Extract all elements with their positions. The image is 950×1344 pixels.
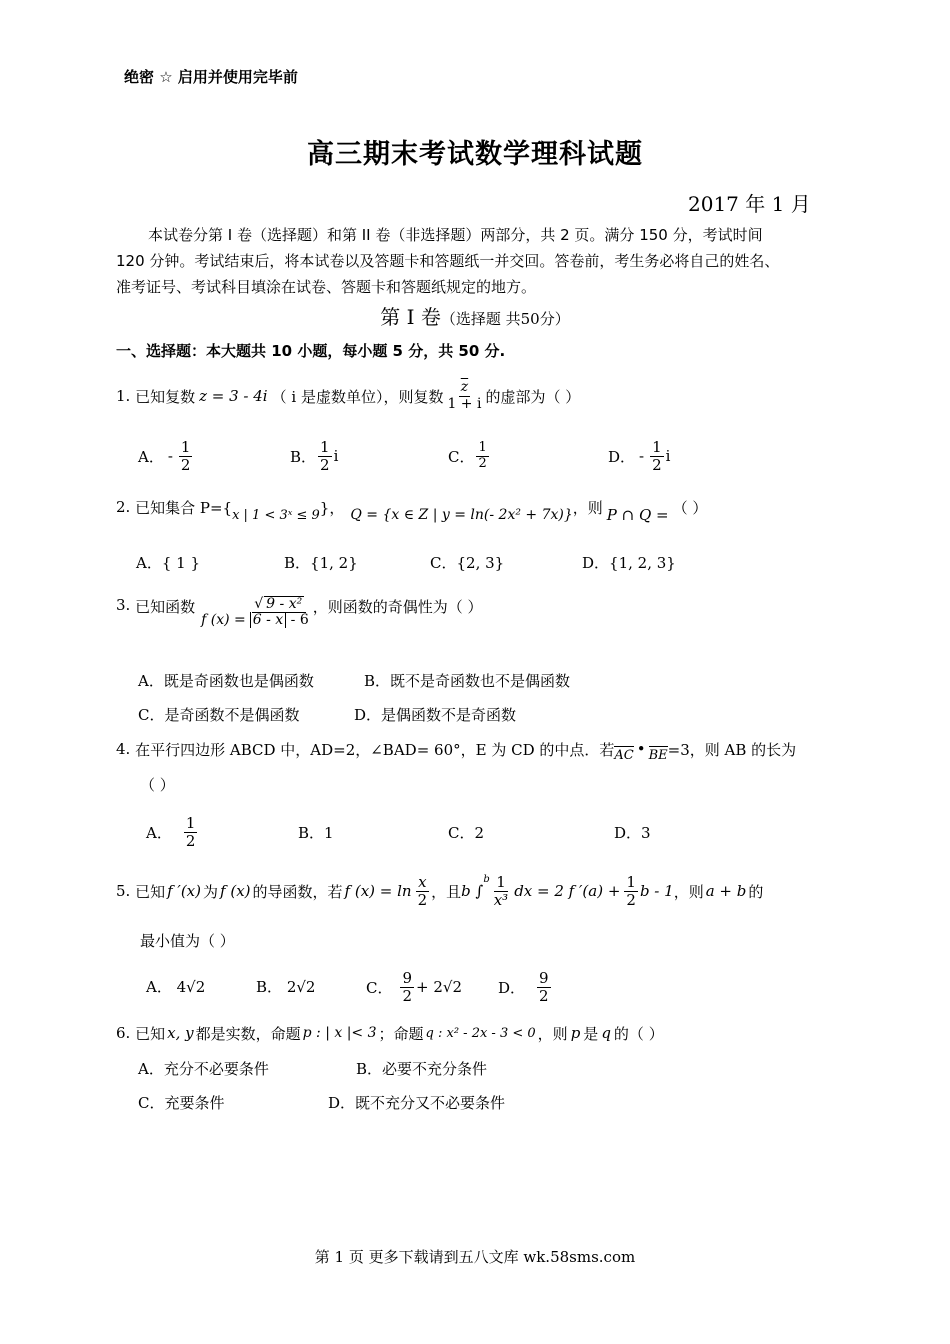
option-b[interactable] xyxy=(364,670,570,691)
option-label: A． xyxy=(138,672,164,690)
fraction xyxy=(650,439,664,473)
option-a[interactable] xyxy=(138,670,314,691)
option-label: B． xyxy=(256,978,283,996)
question-text: ，则 xyxy=(537,1024,568,1043)
fraction-denominator: 2 xyxy=(652,455,662,474)
question-text: 是 xyxy=(583,1024,599,1043)
option-text: 既是奇函数也是偶函数 xyxy=(163,672,314,690)
fraction-numerator: 1 xyxy=(626,873,636,891)
question-text: 的虚部为（ ） xyxy=(485,387,581,406)
question-text: }， xyxy=(319,498,345,517)
fraction xyxy=(445,380,483,412)
exam-date: 2017 年 1 月 xyxy=(688,192,811,216)
question-number: 5. xyxy=(116,882,131,900)
fraction-denominator: 2 xyxy=(539,986,549,1005)
question-text: （ i 是虚数单位），则复数 xyxy=(271,387,444,406)
option-sign: - xyxy=(639,447,645,465)
option-label: B． xyxy=(356,1060,383,1078)
absolute-value: 6 - x xyxy=(250,612,286,628)
option-label: D． xyxy=(608,447,636,466)
question-number: 2. xyxy=(116,498,131,516)
question-5-line-2: 最小值为（ ） xyxy=(140,932,235,950)
question-number: 1. xyxy=(116,387,131,405)
option-text: 必要不充分条件 xyxy=(382,1060,488,1078)
option-sign: - xyxy=(167,447,173,465)
question-3-options-row-1 xyxy=(138,670,838,692)
option-text: 是偶函数不是奇函数 xyxy=(381,706,517,724)
denominator-tail: - 6 xyxy=(290,612,309,629)
option-a[interactable] xyxy=(136,552,200,573)
fraction-numerator: $\overline{z}$ xyxy=(460,379,469,396)
option-label: C． xyxy=(366,978,393,997)
question-number: 3. xyxy=(116,596,131,614)
vector-ac: AC xyxy=(614,744,633,763)
question-4 xyxy=(116,736,796,762)
option-c[interactable] xyxy=(138,704,300,725)
fraction xyxy=(318,439,332,473)
fraction xyxy=(537,970,551,1004)
option-label: C． xyxy=(448,447,475,466)
math-expr: z = 3 - 4i xyxy=(199,387,268,405)
question-text: 已知函数 xyxy=(135,598,196,616)
option-label: D． xyxy=(582,554,610,572)
fraction-denominator: 2 xyxy=(626,890,636,909)
question-3 xyxy=(116,596,483,642)
option-c[interactable] xyxy=(366,962,462,1012)
option-tail: i xyxy=(333,447,339,465)
option-c[interactable] xyxy=(448,822,484,843)
fraction-denominator: 2 xyxy=(185,831,196,850)
math-expr: f (x) xyxy=(220,882,251,900)
fraction-denominator: 2 xyxy=(320,455,330,474)
volume-title-main: 第 I 卷 xyxy=(380,305,441,329)
fraction-denominator: 2 xyxy=(180,455,191,474)
question-5-options xyxy=(146,962,846,1012)
question-6 xyxy=(116,1022,664,1044)
question-text: =3，则 AB 的长为 xyxy=(667,740,797,759)
math-expr: Q = {x ∈ Z | y = ln(- 2x² + 7x)} xyxy=(350,507,573,523)
fraction xyxy=(624,874,638,908)
dot-operator: • xyxy=(636,740,646,758)
fraction-denominator: 1 + i xyxy=(447,395,482,412)
fraction xyxy=(179,439,193,473)
fraction xyxy=(400,970,414,1004)
fraction-numerator: 9 xyxy=(539,969,549,987)
sqrt-radicand: 9 - x² xyxy=(266,596,303,612)
option-label: A． xyxy=(138,1060,164,1078)
fraction-denominator: 2 xyxy=(478,455,487,471)
math-expr: P ∩ Q = xyxy=(606,506,669,524)
integral-upper-limit: b xyxy=(483,873,490,885)
option-a[interactable] xyxy=(138,1058,269,1079)
vector-be: BE xyxy=(649,744,668,763)
question-text: 已知 xyxy=(135,882,166,901)
fraction-denominator: 2 xyxy=(402,986,413,1005)
question-3-options-row-2 xyxy=(138,704,838,726)
volume-title xyxy=(0,301,950,330)
option-text: 是奇函数不是偶函数 xyxy=(164,706,300,724)
option-label: C． xyxy=(430,554,457,572)
option-text: 2√2 xyxy=(286,978,316,996)
question-text: ；命题 xyxy=(378,1024,424,1043)
math-expr: dx = 2 f ′(a) + xyxy=(514,882,621,900)
page-title: 高三期末考试数学理科试题 xyxy=(307,139,643,170)
option-d[interactable] xyxy=(582,552,676,573)
fraction xyxy=(476,441,488,471)
option-a[interactable] xyxy=(146,808,199,856)
fraction xyxy=(416,874,430,908)
math-expr: f (x) = ln xyxy=(344,882,412,900)
fraction-numerator: 1 xyxy=(652,438,662,456)
option-text: {2, 3} xyxy=(456,554,505,572)
question-2 xyxy=(116,492,707,522)
question-text: 已知 xyxy=(135,1024,166,1043)
page-footer: 第 1 页 更多下载请到五八文库 wk.58sms.com xyxy=(314,1248,636,1266)
math-expr: p xyxy=(570,1024,581,1042)
math-expr: x | 1 < 3ˣ ≤ 9 xyxy=(232,507,320,523)
question-text: 在平行四边形 ABCD 中，AD=2，∠BAD= 60°，E 为 CD 的中点．若 xyxy=(135,740,615,759)
integral-sign: b ∫ xyxy=(461,882,484,900)
option-c[interactable] xyxy=(430,552,504,573)
option-d[interactable] xyxy=(614,822,651,843)
option-text: 既不充分又不必要条件 xyxy=(355,1094,506,1112)
option-text: 1 xyxy=(324,824,334,842)
option-label: A． xyxy=(146,978,172,996)
question-5 xyxy=(116,866,763,916)
option-label: A． xyxy=(138,447,164,466)
option-a[interactable] xyxy=(138,434,194,478)
math-expr: b - 1 xyxy=(639,882,674,900)
math-expr: p : | x |< 3 xyxy=(302,1025,377,1041)
option-b[interactable] xyxy=(256,976,315,997)
question-6-options-row-1 xyxy=(138,1058,838,1080)
option-b[interactable] xyxy=(290,434,338,478)
fraction-numerator: 1 xyxy=(185,814,196,832)
question-text: ，则 xyxy=(673,882,704,901)
fraction-numerator: 1 xyxy=(496,873,506,891)
intro-line-1: 本试卷分第 I 卷（选择题）和第 II 卷（非选择题）两部分，共 2 页。满分 150 分，考试时间 xyxy=(148,226,763,244)
intro-paragraph xyxy=(116,222,842,300)
option-label: B． xyxy=(298,824,325,842)
option-text: 既不是奇函数也不是偶函数 xyxy=(390,672,571,690)
option-d[interactable] xyxy=(498,962,553,1012)
option-c[interactable] xyxy=(448,434,491,478)
option-d[interactable] xyxy=(608,434,670,478)
fraction-numerator: 1 xyxy=(478,440,487,456)
option-d[interactable] xyxy=(328,1092,505,1113)
intro-line-2: 120 分钟。考试结束后，将本试卷以及答题卡和答题纸一并交回。答卷前，考生务必将自己的姓名、 xyxy=(116,252,780,270)
math-expr: f ′(x) xyxy=(167,882,201,900)
math-expr: a + b xyxy=(705,882,747,900)
question-1-options xyxy=(138,434,838,478)
option-b[interactable] xyxy=(284,552,358,573)
question-4-paren: （ ） xyxy=(140,776,175,794)
question-4-options xyxy=(146,808,846,856)
question-2-options xyxy=(136,552,836,574)
option-label: D． xyxy=(614,824,642,842)
option-label: C． xyxy=(448,824,475,842)
math-expr: x, y xyxy=(167,1024,194,1042)
question-6-options-row-2 xyxy=(138,1092,838,1114)
question-1 xyxy=(116,376,580,416)
option-text: 充要条件 xyxy=(164,1094,225,1112)
question-text: 为 xyxy=(203,882,219,901)
question-text: 都是实数，命题 xyxy=(195,1024,301,1043)
math-expr: f (x) = xyxy=(201,612,246,628)
option-tail: i xyxy=(665,447,671,465)
fraction-denominator xyxy=(248,613,311,628)
option-b[interactable] xyxy=(298,822,334,843)
math-expr: q : x² - 2x - 3 < 0 xyxy=(425,1025,536,1041)
question-text: 的导函数，若 xyxy=(252,882,343,901)
math-expr: q xyxy=(601,1024,611,1042)
fraction-denominator: 2 xyxy=(417,890,428,909)
intro-line-3: 准考证号、考试科目填涂在试卷、答题卡和答题纸规定的地方。 xyxy=(116,278,537,296)
question-text: 的（ ） xyxy=(613,1024,664,1043)
fraction-numerator: 1 xyxy=(180,438,191,456)
confidential-label: 绝密 ☆ 启用并使用完毕前 xyxy=(124,68,298,86)
fraction xyxy=(248,596,311,629)
fraction-denominator: x³ xyxy=(493,890,509,909)
option-d[interactable] xyxy=(354,704,516,725)
option-label: D． xyxy=(328,1094,356,1112)
option-label: D． xyxy=(354,706,382,724)
option-b[interactable] xyxy=(356,1058,487,1079)
option-label: B． xyxy=(284,554,311,572)
question-number: 6. xyxy=(116,1024,131,1042)
fraction-numerator: √ 9 - x² xyxy=(252,596,306,613)
option-text: { 1 } xyxy=(161,554,201,572)
question-number: 4. xyxy=(116,740,131,758)
question-text: （ ） xyxy=(672,498,708,517)
fraction xyxy=(184,815,198,849)
option-label: C． xyxy=(138,1094,165,1112)
option-label: A． xyxy=(146,823,172,842)
option-label: C． xyxy=(138,706,165,724)
fraction-numerator: 9 xyxy=(402,969,413,987)
question-text: 已知集合 P={ xyxy=(135,498,233,517)
question-text: ，则 xyxy=(572,498,603,517)
section-heading: 一、选择题：本大题共 10 小题，每小题 5 分，共 50 分. xyxy=(116,342,506,360)
option-text: {1, 2} xyxy=(310,554,358,572)
option-c[interactable] xyxy=(138,1092,225,1113)
option-text: 2 xyxy=(474,824,485,842)
question-text: 已知复数 xyxy=(135,387,196,406)
option-tail: + 2√2 xyxy=(416,978,463,996)
option-label: A． xyxy=(136,554,162,572)
fraction-numerator: 1 xyxy=(320,438,330,456)
option-text: 4√2 xyxy=(176,978,206,996)
option-label: B． xyxy=(290,447,317,466)
option-text: 充分不必要条件 xyxy=(163,1060,269,1078)
fraction-numerator: x xyxy=(418,873,427,891)
option-a[interactable] xyxy=(146,976,205,997)
fraction xyxy=(492,874,510,908)
option-text: 3 xyxy=(641,824,651,842)
question-text: 的 xyxy=(748,882,764,901)
option-label: D． xyxy=(498,978,526,997)
option-text: {1, 2, 3} xyxy=(609,554,676,572)
option-label: B． xyxy=(364,672,391,690)
volume-subtitle: （选择题 共50分） xyxy=(440,310,570,328)
question-text: ，且 xyxy=(431,882,462,901)
question-text: ，则函数的奇偶性为（ ） xyxy=(312,598,483,616)
